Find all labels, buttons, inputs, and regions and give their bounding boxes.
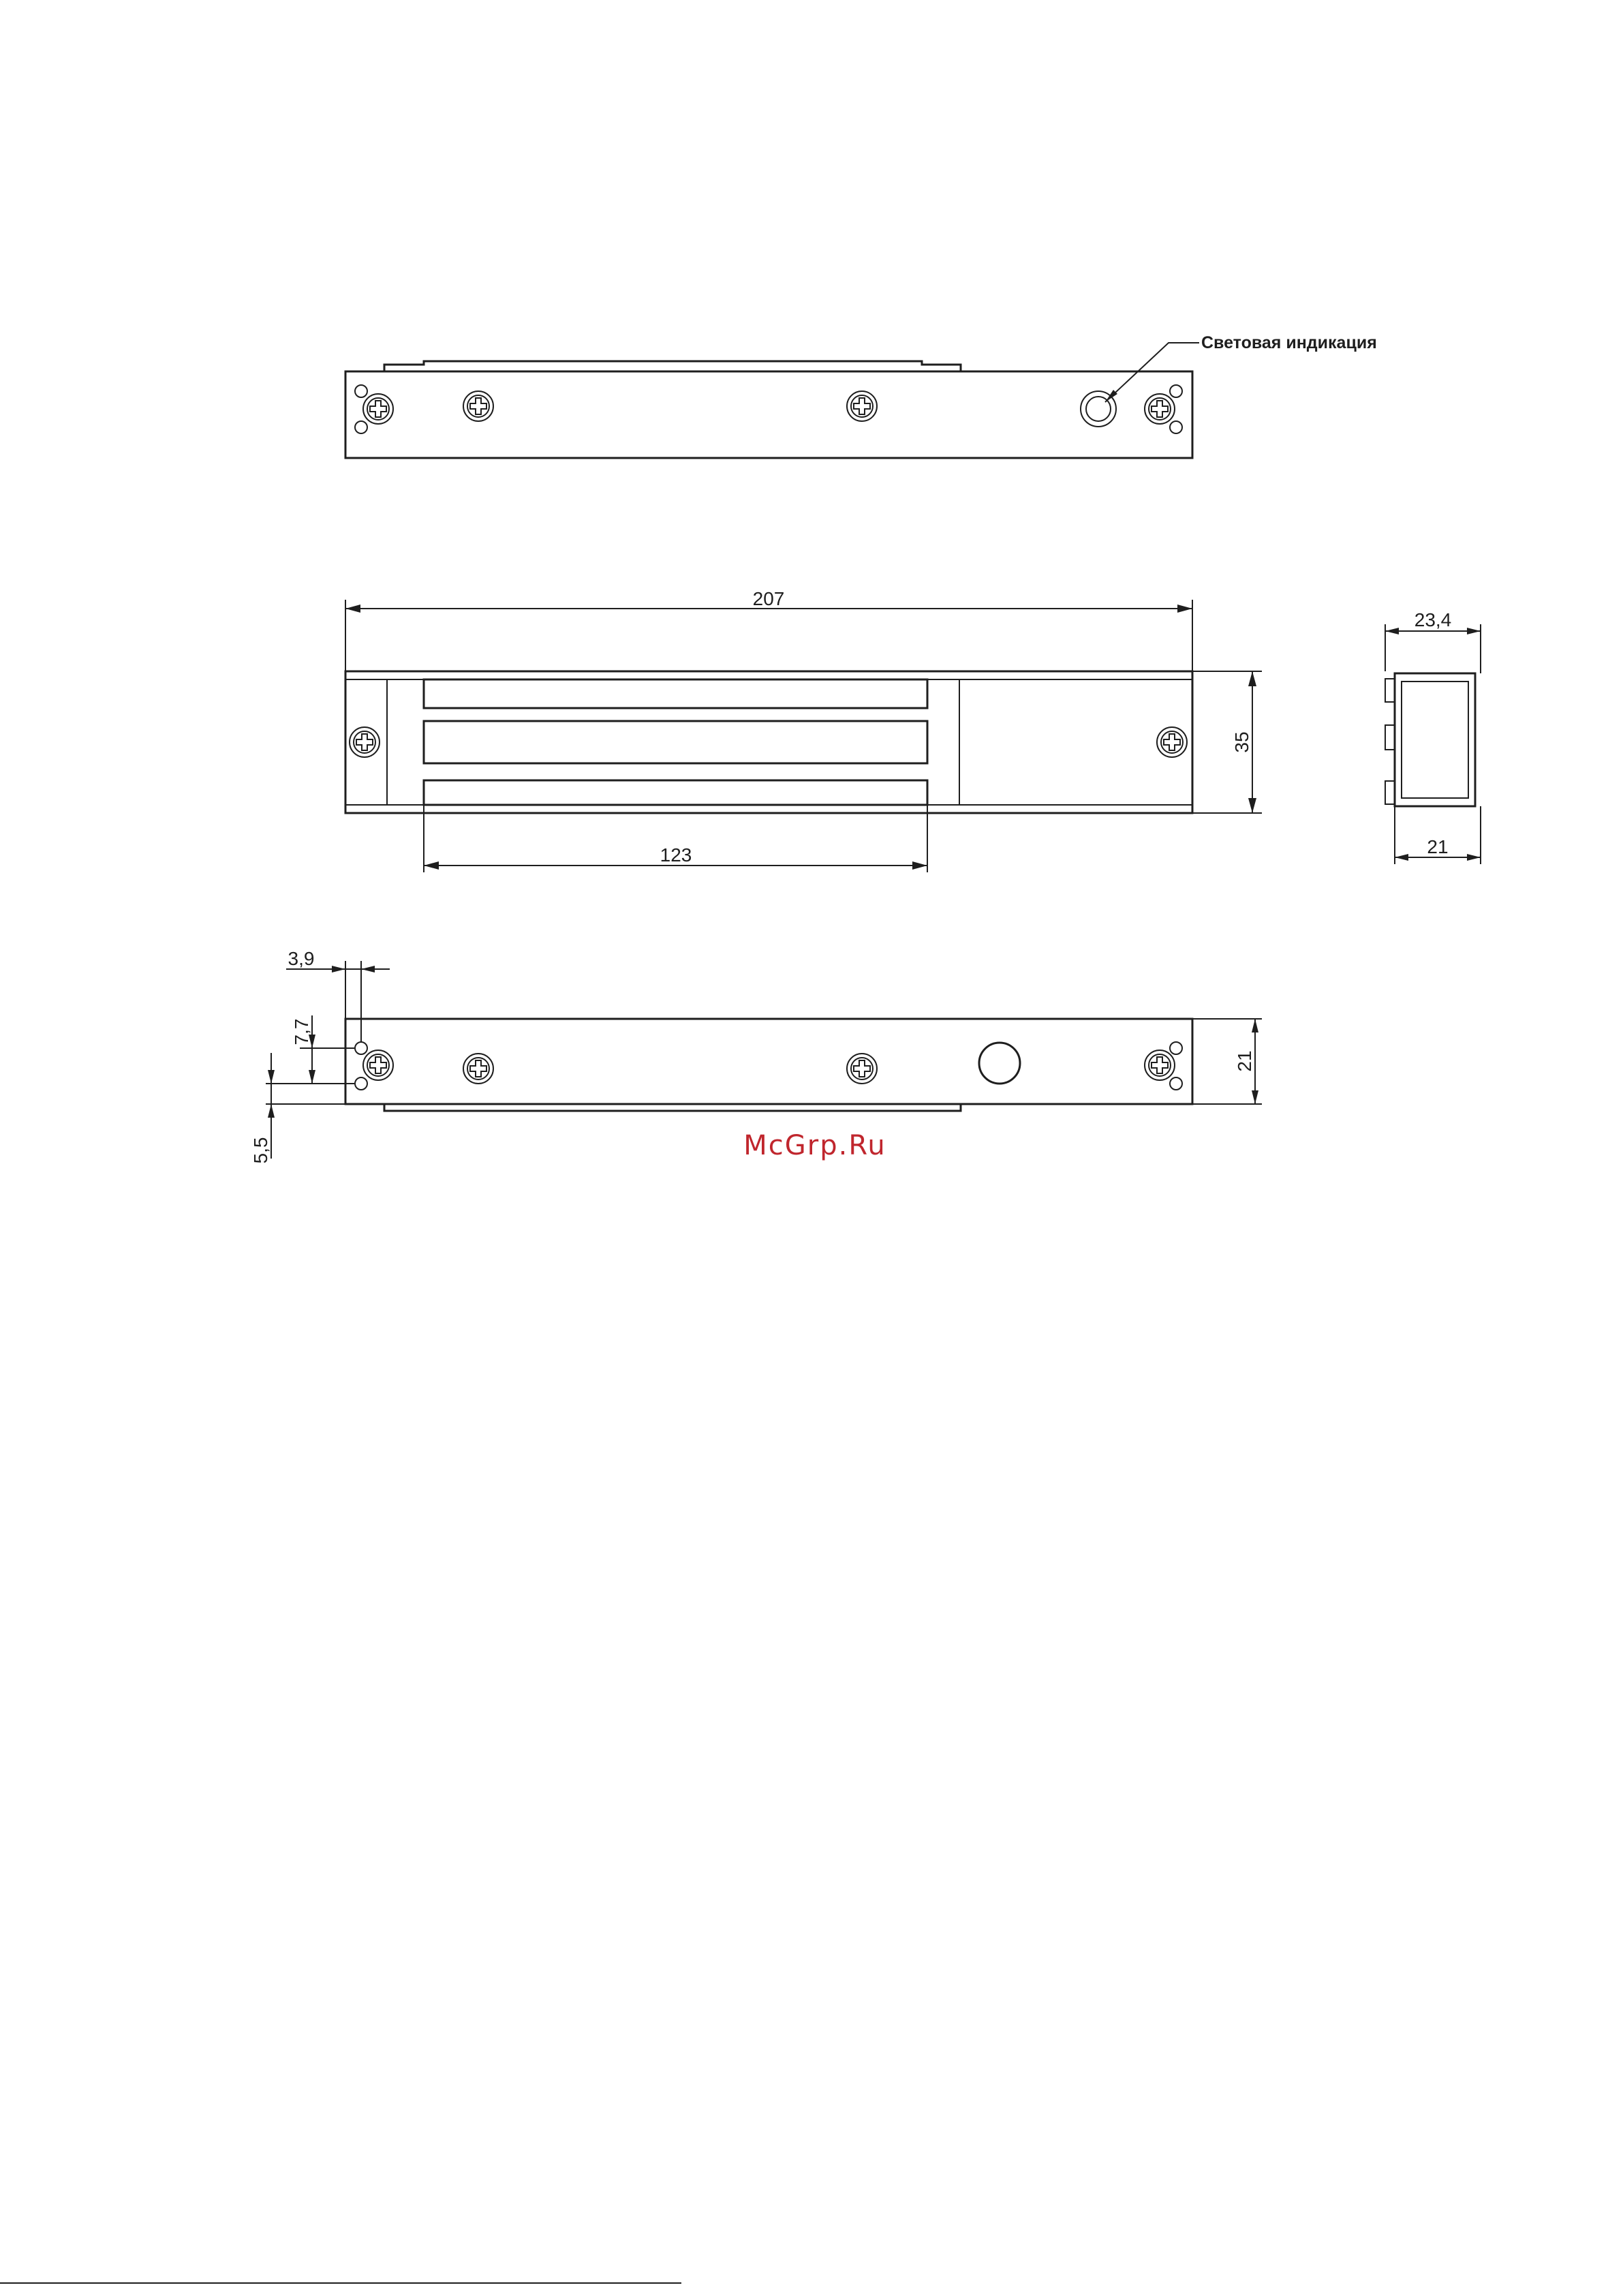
- magnet-slot: [424, 780, 927, 805]
- mount-hole-icon: [1170, 1042, 1182, 1054]
- screw-icon: [1145, 394, 1175, 424]
- screw-icon: [847, 1054, 877, 1084]
- mount-hole-icon: [355, 1077, 367, 1090]
- mount-hole-icon: [355, 1042, 367, 1054]
- dim-hole-offset-y: 5,5: [250, 1137, 271, 1164]
- bottom-view-body: [345, 1019, 1192, 1104]
- led-callout-label: Световая индикация: [1201, 333, 1377, 352]
- mount-hole-icon: [1170, 385, 1182, 397]
- dim-side-depth: 21: [1427, 836, 1449, 857]
- dim-magnet-length: 123: [660, 844, 692, 866]
- side-view-body: [1395, 673, 1475, 806]
- front-view: [345, 588, 1262, 872]
- magnet-slot: [424, 679, 927, 708]
- top-view: [345, 333, 1377, 458]
- dim-hole-spacing: 7,7: [291, 1018, 312, 1045]
- dim-bottom-height: 21: [1234, 1050, 1255, 1072]
- dim-side-width: 23,4: [1414, 609, 1452, 630]
- screw-icon: [463, 1054, 493, 1084]
- mount-hole-icon: [355, 421, 367, 433]
- screw-icon: [1145, 1050, 1175, 1080]
- screw-icon: [363, 394, 393, 424]
- mount-hole-icon: [1170, 1077, 1182, 1090]
- screw-icon: [350, 727, 380, 757]
- screw-icon: [463, 391, 493, 421]
- side-view: [1385, 609, 1481, 864]
- led-port-icon: [979, 1043, 1020, 1084]
- magnet-slot: [424, 721, 927, 763]
- dim-length: 207: [752, 588, 785, 609]
- mount-hole-icon: [1170, 421, 1182, 433]
- screw-icon: [1157, 727, 1187, 757]
- mount-hole-icon: [355, 385, 367, 397]
- dim-height: 35: [1231, 731, 1252, 753]
- dim-hole-offset-x: 3,9: [288, 948, 315, 969]
- screw-icon: [847, 391, 877, 421]
- front-view-body: [345, 671, 1192, 813]
- watermark-text: McGrp.Ru: [743, 1130, 886, 1161]
- screw-icon: [363, 1050, 393, 1080]
